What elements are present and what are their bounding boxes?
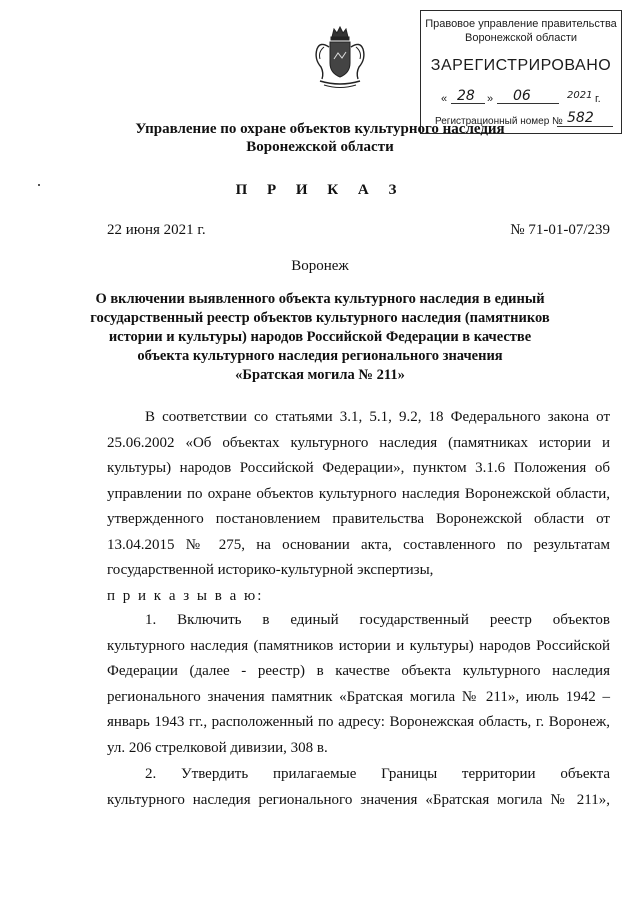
org-name-line1: Управление по охране объектов культурного наследия: [135, 121, 505, 137]
text-line: регионального значения памятник «Братская могила № 211», июль 1942 –: [107, 688, 610, 705]
stamp-registered-label: ЗАРЕГИСТРИРОВАНО: [430, 57, 612, 74]
order-word: п р и к а з ы в а ю:: [107, 587, 264, 604]
org-name-line2: Воронежской области: [246, 139, 394, 155]
registration-stamp: [420, 10, 622, 134]
text-line: 1. Включить в единый государственный реестр объектов: [145, 612, 610, 628]
text-line: январь 1943 гг., расположенный по адресу: Воронежская область, г. Воронеж,: [107, 714, 610, 730]
subject-line4: объекта культурного наследия регионального значения: [137, 348, 503, 364]
item-2-paragraph: [107, 762, 610, 813]
text-line: 25.06.2002 «Об объектах культурного наследия (памятниках истории и: [107, 434, 610, 451]
subject-line5: «Братская могила № 211»: [235, 367, 405, 383]
text-line: Федерации (далее - реестр) в качестве объекта культурного наследия: [107, 663, 610, 679]
order-date: 22 июня 2021 г.: [107, 222, 206, 238]
order-number: № 71-01-07/239: [510, 222, 610, 238]
subject-line3: истории и культуры) народов Российской Федерации в качестве: [108, 329, 532, 345]
subject-line2: государственный реестр объектов культурного наследия (памятников: [90, 310, 550, 326]
stamp-reg-number: 582: [567, 110, 594, 126]
city: Воронеж: [291, 258, 349, 274]
text-line: культуры) народов Российской Федерации», пунктом 3.1.6 Положения об: [107, 460, 610, 476]
item-1-paragraph: [107, 608, 610, 761]
stamp-month: 06: [513, 88, 531, 104]
text-line: утвержденного постановлением правительства Воронежской области от: [107, 511, 610, 527]
text-line: ул. 206 стрелковой дивизии, 308 в.: [107, 739, 328, 756]
stamp-day: 28: [457, 88, 475, 104]
stamp-region-line: Воронежской области: [464, 32, 577, 44]
preamble-paragraph: [107, 405, 610, 609]
text-line: культурного наследия регионального значения «Братская могила № 211»,: [107, 791, 610, 808]
stamp-year-suffix: г.: [595, 93, 601, 105]
stamp-reg-label: Регистрационный номер №: [435, 116, 563, 127]
document-type: П Р И К А З: [235, 182, 405, 198]
stamp-authority-line: Правовое управление правительства: [425, 18, 617, 30]
text-line: В соответствии со статьями 3.1, 5.1, 9.2, 18 Федерального закона от: [145, 409, 610, 425]
stamp-date-line: « 28 » 06 2021 г.: [441, 88, 601, 105]
text-line: 2. Утвердить прилагаемые Границы территории объекта: [145, 766, 610, 782]
text-line: государственной историко-культурной экспертизы,: [107, 562, 434, 578]
coat-of-arms-icon: [312, 25, 368, 91]
text-line: культурного наследия (памятников истории и культуры) народов Российской: [107, 637, 610, 654]
text-line: 13.04.2015 № 275, на основании акта, составленного по результатам: [107, 536, 610, 553]
text-line: управлении по охране объектов культурного наследия Воронежской области,: [107, 485, 610, 502]
subject-line1: О включении выявленного объекта культурного наследия в единый: [95, 291, 545, 307]
stamp-year: 2021: [567, 90, 593, 101]
